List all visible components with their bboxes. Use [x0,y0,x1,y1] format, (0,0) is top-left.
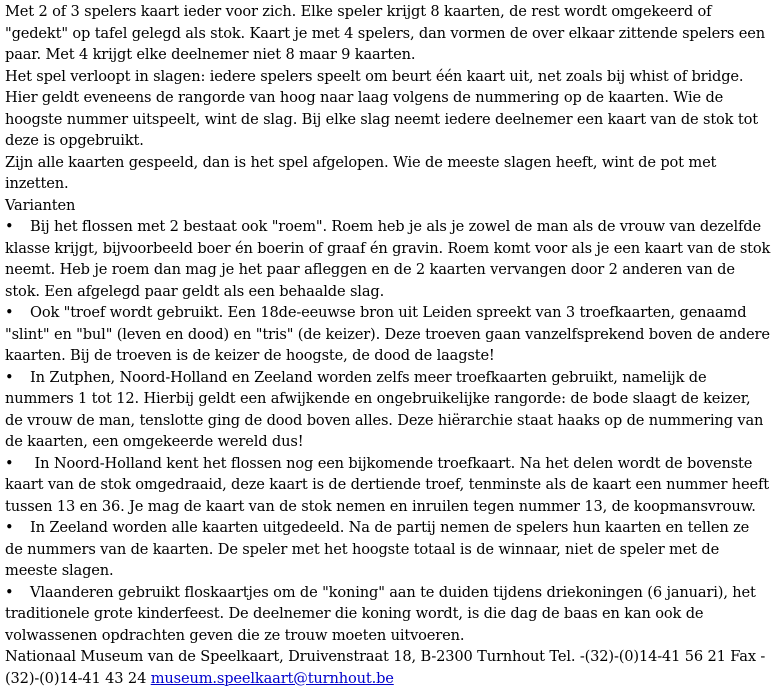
footer-contact [5,646,771,689]
email-link[interactable]: museum.speelkaart@turnhout.be [150,669,394,687]
list-item [5,517,771,582]
list-item [5,302,771,367]
bullet-icon: • [5,218,14,235]
list-item [5,216,771,302]
bullet-icon: • [5,304,14,321]
section-heading-variants: Varianten [5,196,76,214]
list-item [5,367,771,453]
bullet-icon: • [5,454,14,472]
list-item [5,582,771,647]
list-item-text: In Zutphen, Noord-Holland en Zeeland worden zelfs meer troefkaarten gebruikt, namelijk de nummers 1 tot 12. Hierbij geldt een afwijkende en ongebruikelijke rangorde: de bode slaagt de keizer, de vrouw de man, tenslotte ging de dood boven alles. Deze hiërarchie staat haaks op de nummering van de kaarten, een omgekeerde wereld dus! [5,368,764,450]
footer-address: Nationaal Museum van de Speelkaart, Druivenstraat 18, B-2300 Turnhout Tel. -(32)-(0)14-41 56 21 Fax -(32)-(0)14-41 43 24 [5,648,766,687]
list-item-text: In Noord-Holland kent het flossen nog een bijkomende troefkaart. Na het delen wordt de bovenste kaart van de stok omgedraaid, deze kaart is de dertiende troef, tenminste als de kaart een nummer heeft tussen 13 en 36. Je mag de kaart van de stok nemen en inruilen tegen nummer 13, de koopmansvrouw. [5,454,769,515]
bullet-icon: • [5,368,14,386]
list-item [5,453,771,518]
paragraph-rules-end: Zijn alle kaarten gespeeld, dan is het spel afgelopen. Wie de meeste slagen heeft, wint de pot met inzetten. [5,153,717,192]
bullet-icon: • [5,583,14,601]
list-item-text: Bij het flossen met 2 bestaat ook "roem". Roem heb je als je zowel de man als de vrouw van dezelfde klasse krijgt, bijvoorbeeld boer én boerin of graaf én gravin. Roem komt voor als je een kaart van de stok neemt. Heb je roem dan mag je het paar afleggen en de 2 kaarten vervangen door 2 anderen van de stok. Een afgelegd paar geldt als een behaalde slag. [5,218,771,300]
document-body [5,1,771,689]
paragraph-rules-tricks: Het spel verloopt in slagen: iedere spelers speelt om beurt één kaart uit, net zoals bij whist of bridge. Hier geldt eveneens de rangorde van hoog naar laag volgens de nummering op de kaarten. Wie de hoogste nummer uitspeelt, wint de slag. Bij elke slag neemt iedere deelnemer een kaart van de stok tot deze is opgebruikt. [5,67,758,149]
list-item-text: Ook "troef wordt gebruikt. Een 18de-eeuwse bron uit Leiden spreekt van 3 troefkaarten, genaamd "slint" en "bul" (leven en dood) en "tris" (de keizer). Deze troeven gaan vanzelfsprekend boven de andere kaarten. Bij de troeven is de keizer de hoogste, de dood de laagste! [5,304,770,364]
list-item-text: In Zeeland worden alle kaarten uitgedeeld. Na de partij nemen de spelers hun kaarten en tellen ze de nummers van de kaarten. De speler met het hoogste totaal is de winnaar, niet de speler met de meeste slagen. [5,519,750,579]
paragraph-rules-players: Met 2 of 3 spelers kaart ieder voor zich. Elke speler krijgt 8 kaarten, de rest wordt omgekeerd of "gedekt" op tafel gelegd als stok. Kaart je met 4 spelers, dan vormen de over elkaar zittende spelers een paar. Met 4 krijgt elke deelnemer niet 8 maar 9 kaarten. [5,3,765,63]
bullet-icon: • [5,519,14,536]
list-item-text: Vlaanderen gebruikt floskaartjes om de "koning" aan te duiden tijdens driekoningen (6 januari), het traditionele grote kinderfeest. De deelnemer die koning wordt, is die dag de baas en kan ook de volwassenen opdrachten geven die ze trouw moeten uitvoeren. [5,583,756,644]
